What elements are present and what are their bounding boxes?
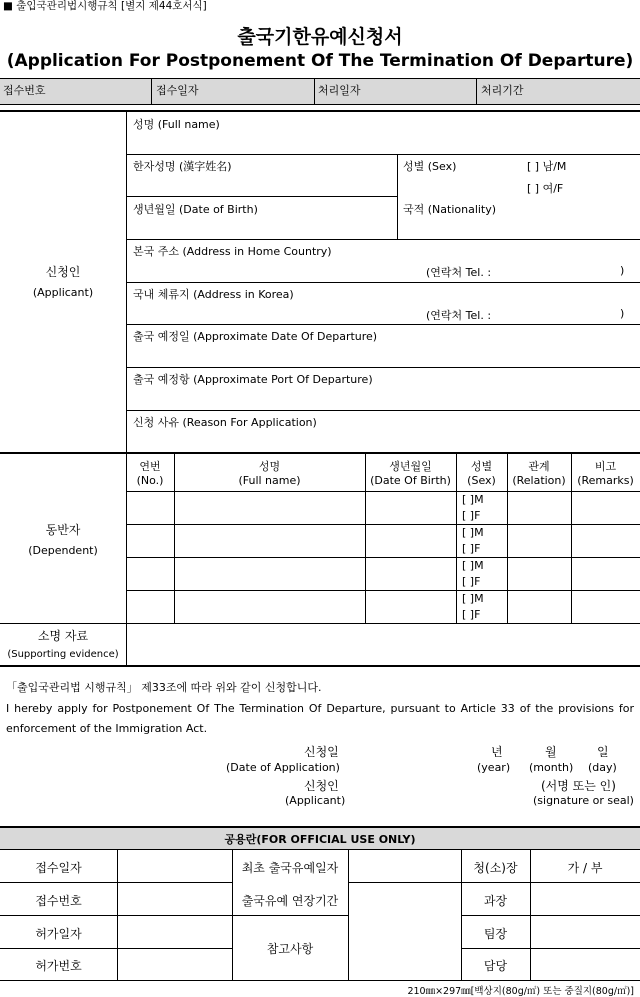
applicant-sign-label-en: (Applicant) [285,794,346,807]
chinese-name-field[interactable]: 한자성명 (漢字姓名) [133,160,232,173]
dep-row1-sex-m[interactable]: [ ]M [462,493,484,506]
dep-row4-sex-m[interactable]: [ ]M [462,592,484,605]
applicant-section-label: 신청인 [45,265,81,279]
full-name-field[interactable]: 성명 (Full name) [133,118,220,131]
official-notes: 참고사항 [266,942,314,956]
form-header: ■ 출입국관리법시행규칙 [별지 제44호서식] [3,0,207,12]
official-permit-no: 허가번호 [35,959,82,973]
dep-header-dob: 생년월일 (Date Of Birth) [370,460,451,487]
dependent-section-label: 동반자 [45,523,81,537]
receipt-no-label: 접수번호 [3,84,46,97]
official-officer: 담당 [483,959,508,973]
departure-port-field[interactable]: 출국 예정항 (Approximate Port Of Departure) [133,373,373,386]
page-title: 출국기한유예신청서 [237,26,403,48]
declaration-en: I hereby apply for Postponement Of The Termination Of Departure, pursuant to Article 33 of the provisions for enforcement of the Immigration Act. [6,702,634,735]
official-section-chief: 과장 [483,894,508,908]
korea-address-field[interactable]: 국내 체류지 (Address in Korea) [133,288,294,301]
month-label: 월 [545,745,557,759]
day-label: 일 [597,745,609,759]
receipt-date-label: 접수일자 [156,84,199,97]
year-label: 년 [491,745,503,759]
official-receipt-date: 접수일자 [35,861,82,875]
dep-row3-sex-m[interactable]: [ ]M [462,559,484,572]
home-contact-close: ) [620,264,625,277]
official-permit-date: 허가일자 [35,927,82,941]
official-extension: 출국유예 연장기간 [241,894,339,908]
official-receipt-no: 접수번호 [35,894,82,908]
korea-contact-label: (연락처 Tel. : [426,309,492,322]
sex-female-checkbox[interactable]: [ ] 여/F [527,182,564,195]
home-address-field[interactable]: 본국 주소 (Address in Home Country) [133,245,332,258]
official-team-leader: 팀장 [483,927,508,941]
applicant-section-label-en: (Applicant) [32,286,94,299]
declaration-ko: 「출입국관리법 시행규칙」 제33조에 따라 위와 같이 신청합니다. [6,681,322,694]
dep-row2-sex-f[interactable]: [ ]F [462,542,481,555]
official-approve: 가 / 부 [567,861,603,875]
applicant-sign-label: 신청인 [304,779,339,793]
reason-field[interactable]: 신청 사유 (Reason For Application) [133,416,317,429]
month-label-en: (month) [529,761,574,774]
dep-header-remarks: 비고 (Remarks) [577,460,634,487]
official-first-deadline: 최초 출국유예일자 [241,861,339,875]
dep-header-relation: 관계 (Relation) [512,460,566,487]
date-label-ko: 신청일 [304,745,339,759]
sex-male-checkbox[interactable]: [ ] 남/M [527,160,567,173]
signature-seal-en: (signature or seal) [533,794,634,807]
korea-contact-close: ) [620,307,625,320]
supporting-label: 소명 자료 [37,629,89,643]
paper-spec-footer: 210㎜×297㎜[백상지(80g/㎡) 또는 중질지(80g/㎡)] [407,986,634,997]
date-label-en: (Date of Application) [226,761,340,774]
sex-label: 성별 (Sex) [403,160,457,173]
page-subtitle: (Application For Postponement Of The Termination Of Departure) [6,51,634,71]
official-header: 공용란(FOR OFFICIAL USE ONLY) [224,833,416,846]
year-label-en: (year) [477,761,511,774]
dep-row3-sex-f[interactable]: [ ]F [462,575,481,588]
dep-row1-sex-f[interactable]: [ ]F [462,509,481,522]
dep-header-no: 연번 (No.) [136,460,164,487]
dob-field[interactable]: 생년월일 (Date of Birth) [133,203,258,216]
home-contact-label: (연락처 Tel. : [426,266,492,279]
departure-date-field[interactable]: 출국 예정일 (Approximate Date Of Departure) [133,330,378,343]
dep-header-name: 성명 (Full name) [238,460,301,487]
dep-header-sex: 성별 (Sex) [467,460,496,487]
signature-seal-ko: (서명 또는 인) [541,779,616,793]
supporting-label-en: (Supporting evidence) [7,649,119,660]
official-chief: 청(소)장 [473,861,518,875]
dependent-section-label-en: (Dependent) [28,544,98,557]
dep-row2-sex-m[interactable]: [ ]M [462,526,484,539]
processing-date-label: 처리일자 [318,84,361,97]
processing-period-label: 처리기간 [481,84,524,97]
dep-row4-sex-f[interactable]: [ ]F [462,608,481,621]
day-label-en: (day) [588,761,617,774]
nationality-field[interactable]: 국적 (Nationality) [403,203,497,216]
